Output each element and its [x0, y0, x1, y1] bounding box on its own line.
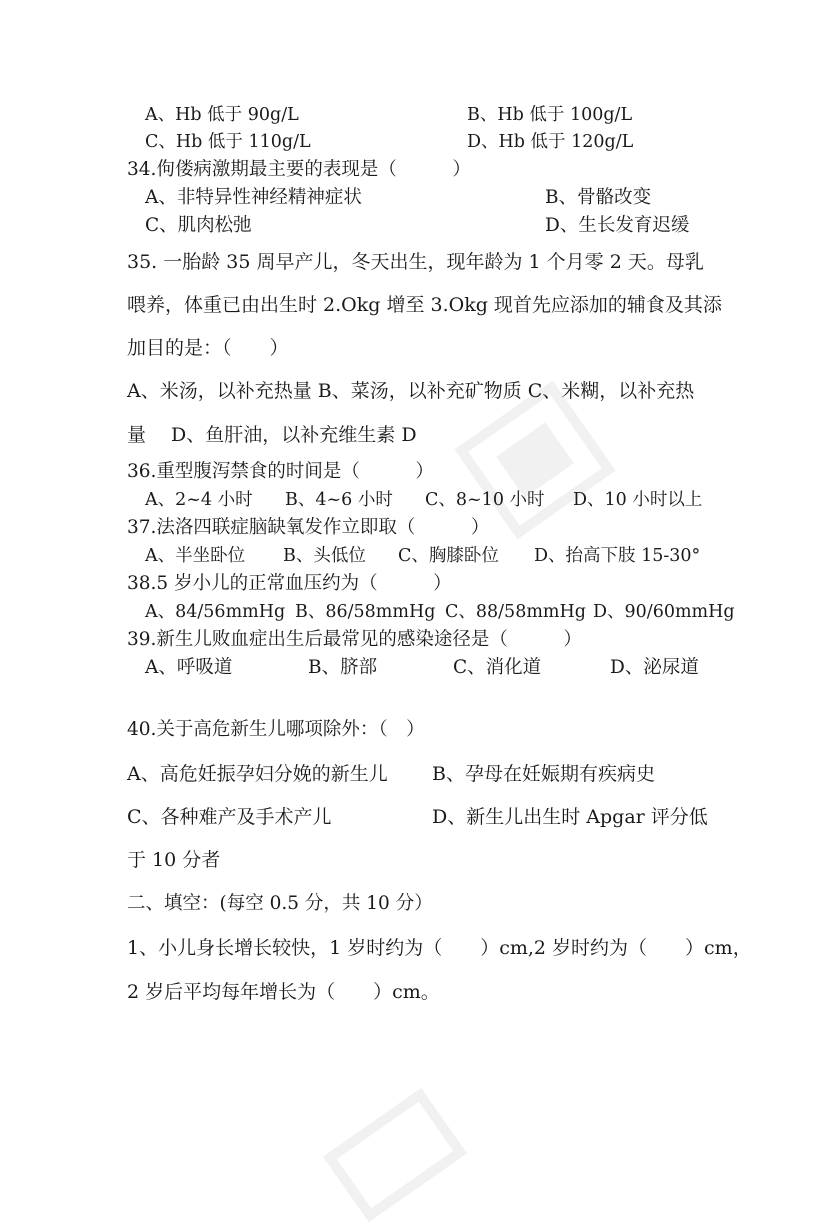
q35-options-line-2: 量 D、鱼肝油，以补充维生素 D [127, 424, 417, 446]
q36-option-b: B、4~6 小时 [285, 490, 393, 510]
q38-option-c: C、88/58mmHg [445, 602, 586, 622]
q34-stem: 34.佝偻病激期最主要的表现是（ ） [127, 159, 471, 180]
q35-stem-line-1: 35. 一胎龄 35 周早产儿，冬天出生，现年龄为 1 个月零 2 天。母乳 [127, 251, 704, 273]
q38-option-d: D、90/60mmHg [593, 602, 735, 622]
q36-option-a: A、2~4 小时 [145, 490, 253, 510]
q33-option-c: C、Hb 低于 110g/L [145, 132, 311, 152]
q34-option-d: D、生长发育迟缓 [545, 215, 690, 236]
q33-option-a: A、Hb 低于 90g/L [145, 105, 299, 125]
q39-option-a: A、呼吸道 [145, 657, 233, 678]
section-two-heading: 二、填空：(每空 0.5 分，共 10 分） [127, 893, 433, 914]
q35-stem-line-2: 喂养，体重已由出生时 2.Okg 增至 3.Okg 现首先应添加的辅食及其添 [127, 294, 722, 316]
q37-stem: 37.法洛四联症脑缺氧发作立即取（ ） [127, 517, 490, 538]
q40-option-a: A、高危妊振孕妇分娩的新生儿 [127, 763, 388, 785]
fill-in-q1-line-1: 1、小儿身长增长较快，1 岁时约为（ ）cm,2 岁时约为（ ）cm， [127, 937, 752, 959]
q36-option-d: D、10 小时以上 [573, 490, 703, 510]
q40-stem: 40.关于高危新生儿哪项除外：（ ） [127, 719, 425, 740]
watermark-logo-bottom [316, 1081, 474, 1229]
q39-stem: 39.新生儿败血症出生后最常见的感染途径是（ ） [127, 629, 582, 650]
q39-option-c: C、消化道 [453, 657, 542, 678]
q40-option-b: B、孕母在妊娠期有疾病史 [432, 763, 655, 785]
q40-option-d: D、新生儿出生时 Apgar 评分低 [432, 806, 708, 828]
q35-stem-line-3: 加目的是：（ ） [127, 337, 289, 359]
q40-option-d-continued: 于 10 分者 [127, 849, 221, 871]
q34-option-a: A、非特异性神经精神症状 [145, 187, 362, 208]
q37-option-a: A、半坐卧位 [145, 546, 246, 566]
fill-in-q1-line-2: 2 岁后平均每年增长为（ ）cm。 [127, 981, 440, 1003]
q40-option-c: C、各种难产及手术产儿 [127, 806, 332, 828]
q38-option-b: B、86/58mmHg [295, 602, 436, 622]
q38-stem: 38.5 岁小儿的正常血压约为（ ） [127, 573, 452, 594]
q35-options-line-1: A、米汤，以补充热量 B、菜汤，以补充矿物质 C、米糊，以补充热 [127, 380, 695, 402]
q37-option-c: C、胸膝卧位 [398, 546, 499, 566]
q38-option-a: A、84/56mmHg [145, 602, 286, 622]
q34-option-b: B、骨骼改变 [545, 187, 652, 208]
q39-option-d: D、泌尿道 [610, 657, 699, 678]
q36-stem: 36.重型腹泻禁食的时间是（ ） [127, 461, 434, 482]
q33-option-b: B、Hb 低于 100g/L [467, 105, 633, 125]
q37-option-b: B、头低位 [283, 546, 366, 566]
q39-option-b: B、脐部 [308, 657, 378, 678]
q36-option-c: C、8~10 小时 [425, 490, 545, 510]
q37-option-d: D、抬高下肢 15-30° [534, 546, 701, 566]
q34-option-c: C、肌肉松弛 [145, 215, 252, 236]
q33-option-d: D、Hb 低于 120g/L [467, 132, 634, 152]
